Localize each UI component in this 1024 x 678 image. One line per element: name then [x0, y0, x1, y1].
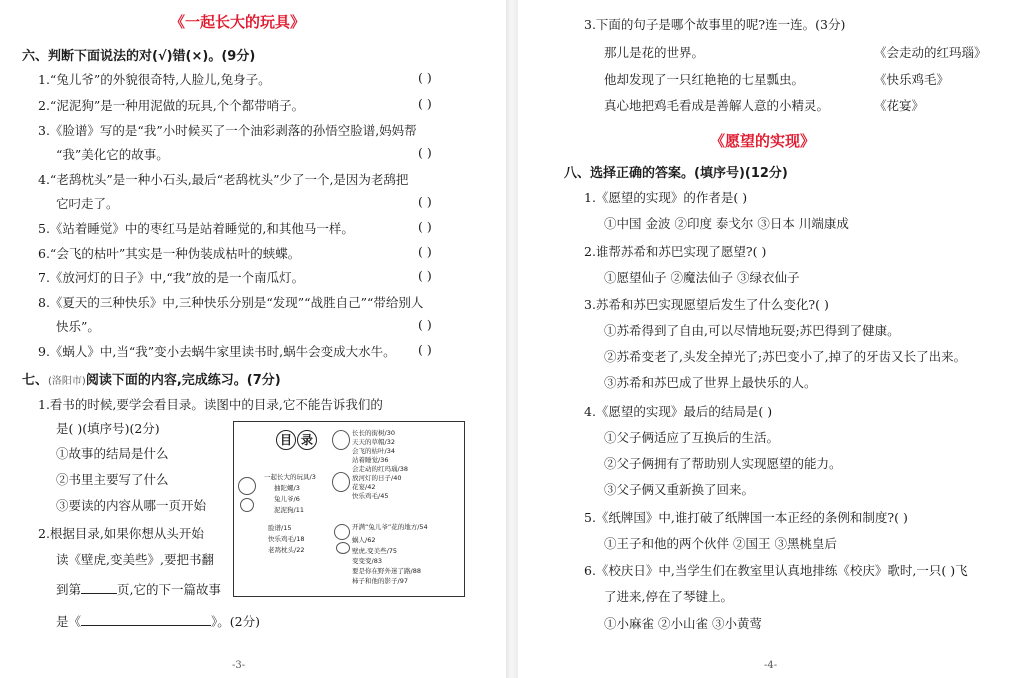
q6-choice-options: ①小麻雀 ②小山雀 ③小黄莺 — [604, 616, 762, 631]
judge-answer-9[interactable]: ( ) — [418, 342, 432, 357]
q1-choice: 1.《愿望的实现》的作者是( ) — [584, 190, 748, 205]
judge-answer-1[interactable]: ( ) — [418, 70, 432, 85]
q4-choice: 4.《愿望的实现》最后的结局是( ) — [584, 404, 773, 419]
toc-entry: 抽陀螺/3 — [274, 484, 300, 492]
toc-entry: 泥泥狗/11 — [274, 506, 304, 514]
table-of-contents — [233, 421, 465, 597]
toc-heading-char-2: 录 — [297, 430, 317, 450]
q5-choice: 5.《纸牌国》中,谁打破了纸牌国一本正经的条例和制度?( ) — [584, 510, 908, 525]
section-7-city: (洛阳市) — [48, 376, 86, 387]
judge-item-8-cont: 快乐”。 — [56, 319, 100, 334]
q3-option-2: ②苏希变老了,头发全掉光了;苏巴变小了,掉了的牙齿又长了出来。 — [604, 349, 967, 364]
q6-choice-cont: 了进来,停在了琴键上。 — [604, 589, 733, 604]
q1-option-3: ③要读的内容从哪一页开始 — [56, 498, 207, 513]
toc-entry: 放河灯的日子/40 — [352, 474, 402, 482]
toc-entry: 快乐鸡毛/45 — [352, 492, 389, 500]
q1-line-2: 是( )(填序号)(2分) — [56, 421, 160, 436]
q4-option-2: ②父子俩拥有了帮助别人实现愿望的能力。 — [604, 456, 842, 471]
toc-entry: 一起长大的玩具/3 — [264, 473, 316, 481]
q3-choice: 3.苏希和苏巴实现愿望后发生了什么变化?( ) — [584, 297, 829, 312]
judge-item-5: 5.《站着睡觉》中的枣红马是站着睡觉的,和其他马一样。 — [38, 221, 354, 236]
match-sentence-3: 真心地把鸡毛看成是善解人意的小精灵。 — [604, 98, 830, 113]
toc-entry: 会走动的红玛瑙/38 — [352, 465, 408, 473]
section-8-heading: 八、选择正确的答案。(填序号)(12分) — [564, 166, 788, 181]
judge-item-4-cont: 它叼走了。 — [56, 196, 119, 211]
page-number: -3- — [232, 660, 246, 671]
toc-entry: 蜗人/62 — [352, 536, 376, 544]
page-gutter — [506, 0, 518, 678]
match-story-3: 《花宴》 — [874, 98, 925, 113]
judge-item-3-cont: “我”美化它的故事。 — [56, 147, 169, 162]
toc-entry: 脸谱/15 — [268, 524, 292, 532]
q1-line-1: 1.看书的时候,要学会看目录。读图中的目录,它不能告诉我们的 — [38, 397, 383, 412]
q1-option-2: ②书里主要写了什么 — [56, 472, 169, 487]
toc-heading-char-1: 目 — [276, 430, 296, 450]
toc-entry: 开满“兔儿爷”花的地方/54 — [352, 523, 428, 531]
toc-entry: 兔儿爷/6 — [274, 495, 300, 503]
match-sentence-1: 那儿是花的世界。 — [604, 45, 705, 60]
plant-illustration-icon — [332, 430, 350, 450]
judge-item-4: 4.“老鸹枕头”是一种小石头,最后“老鸹枕头”少了一个,是因为老鸹把 — [38, 172, 409, 187]
page-number: -4- — [764, 660, 778, 671]
next-story-blank[interactable] — [81, 615, 211, 626]
spinning-top-icon — [240, 498, 254, 512]
q1-option-1: ①故事的结局是什么 — [56, 446, 169, 461]
judge-answer-8[interactable]: ( ) — [418, 317, 432, 332]
snail-illustration-icon — [336, 542, 350, 554]
story-title-toys: 《一起长大的玩具》 — [170, 13, 306, 31]
story-title-wish: 《愿望的实现》 — [710, 132, 816, 150]
q2-line-3 — [56, 580, 221, 598]
judge-item-9: 9.《蜗人》中,当“我”变小去蜗牛家里读书时,蜗牛会变成大水牛。 — [38, 344, 396, 359]
q2-choice-options: ①愿望仙子 ②魔法仙子 ③绿衣仙子 — [604, 270, 800, 285]
judge-item-3: 3.《脸谱》写的是“我”小时候买了一个油彩剥落的孙悟空脸谱,妈妈帮 — [38, 123, 417, 138]
toc-entry: 快乐鸡毛/18 — [268, 535, 305, 543]
judge-answer-6[interactable]: ( ) — [418, 244, 432, 259]
toc-entry: 壁虎,变美些/75 — [352, 547, 398, 555]
toc-entry: 会飞的枯叶/34 — [352, 447, 395, 455]
match-sentence-2: 他却发现了一只红艳艳的七星瓢虫。 — [604, 72, 805, 87]
toc-entry: 天天的草帽/32 — [352, 438, 395, 446]
match-story-2: 《快乐鸡毛》 — [874, 72, 950, 87]
leaf-illustration-icon — [332, 472, 350, 492]
toc-entry: 要是你在野外迷了路/88 — [352, 567, 421, 575]
page-number-blank[interactable] — [81, 583, 117, 594]
judge-item-8: 8.《夏天的三种快乐》中,三种快乐分别是“发现”“战胜自己”“带给别人 — [38, 295, 424, 310]
q2-line-2: 读《壁虎,变美些》,要把书翻 — [56, 552, 214, 567]
toc-entry: 变变变/83 — [352, 557, 382, 565]
judge-answer-5[interactable]: ( ) — [418, 219, 432, 234]
toc-entry: 长长的街树/30 — [352, 429, 395, 437]
right-page — [518, 0, 1024, 678]
toc-entry: 柿子和他的影子/97 — [352, 577, 408, 585]
q3-option-1: ①苏希得到了自由,可以尽情地玩耍;苏巴得到了健康。 — [604, 323, 900, 338]
q2-line-3-b: 页,它的下一篇故事 — [117, 582, 221, 597]
q2-line-1: 2.根据目录,如果你想从头开始 — [38, 526, 204, 541]
toc-heading — [276, 430, 318, 450]
left-page — [0, 0, 506, 678]
q6-choice: 6.《校庆日》中,当学生们在教室里认真地排练《校庆》歌时,一只( )飞 — [584, 563, 968, 578]
q5-choice-options: ①王子和他的两个伙伴 ②国王 ③黑桃皇后 — [604, 536, 837, 551]
toc-entry: 老鸹枕头/22 — [268, 546, 305, 554]
toc-entry: 站着睡觉/36 — [352, 456, 389, 464]
judge-answer-4[interactable]: ( ) — [418, 194, 432, 209]
q2-line-4-b: 》。(2分) — [211, 614, 260, 629]
section-7-prefix: 七、 — [22, 373, 49, 388]
toc-entry: 花宴/42 — [352, 483, 376, 491]
judge-answer-3[interactable]: ( ) — [418, 145, 432, 160]
q1-choice-options: ①中国 金波 ②印度 泰戈尔 ③日本 川端康成 — [604, 216, 849, 231]
judge-answer-7[interactable]: ( ) — [418, 268, 432, 283]
section-7-heading — [22, 369, 281, 388]
q4-option-1: ①父子俩适应了互换后的生活。 — [604, 430, 780, 445]
section-7-text: 阅读下面的内容,完成练习。(7分) — [85, 373, 281, 388]
toy-illustration-icon — [238, 477, 256, 495]
q3-prompt: 3.下面的句子是哪个故事里的呢?连一连。(3分) — [584, 17, 846, 32]
q2-line-4 — [56, 612, 260, 630]
judge-item-2: 2.“泥泥狗”是一种用泥做的玩具,个个都带哨子。 — [38, 98, 305, 113]
judge-item-1: 1.“兔儿爷”的外貌很奇特,人脸儿,兔身子。 — [38, 72, 271, 87]
q2-line-3-a: 到第 — [56, 582, 82, 597]
judge-item-7: 7.《放河灯的日子》中,“我”放的是一个南瓜灯。 — [38, 270, 305, 285]
q3-option-3: ③苏希和苏巴成了世界上最快乐的人。 — [604, 375, 817, 390]
section-6-heading: 六、判断下面说法的对(√)错(×)。(9分) — [22, 49, 256, 64]
judge-answer-2[interactable]: ( ) — [418, 96, 432, 111]
q2-choice: 2.谁帮苏希和苏巴实现了愿望?( ) — [584, 244, 767, 259]
flower-illustration-icon — [334, 524, 350, 540]
judge-item-6: 6.“会飞的枯叶”其实是一种伪装成枯叶的蛱蝶。 — [38, 246, 301, 261]
q4-option-3: ③父子俩又重新换了回来。 — [604, 482, 755, 497]
match-story-1: 《会走动的红玛瑙》 — [874, 45, 987, 60]
q2-line-4-a: 是《 — [56, 614, 82, 629]
